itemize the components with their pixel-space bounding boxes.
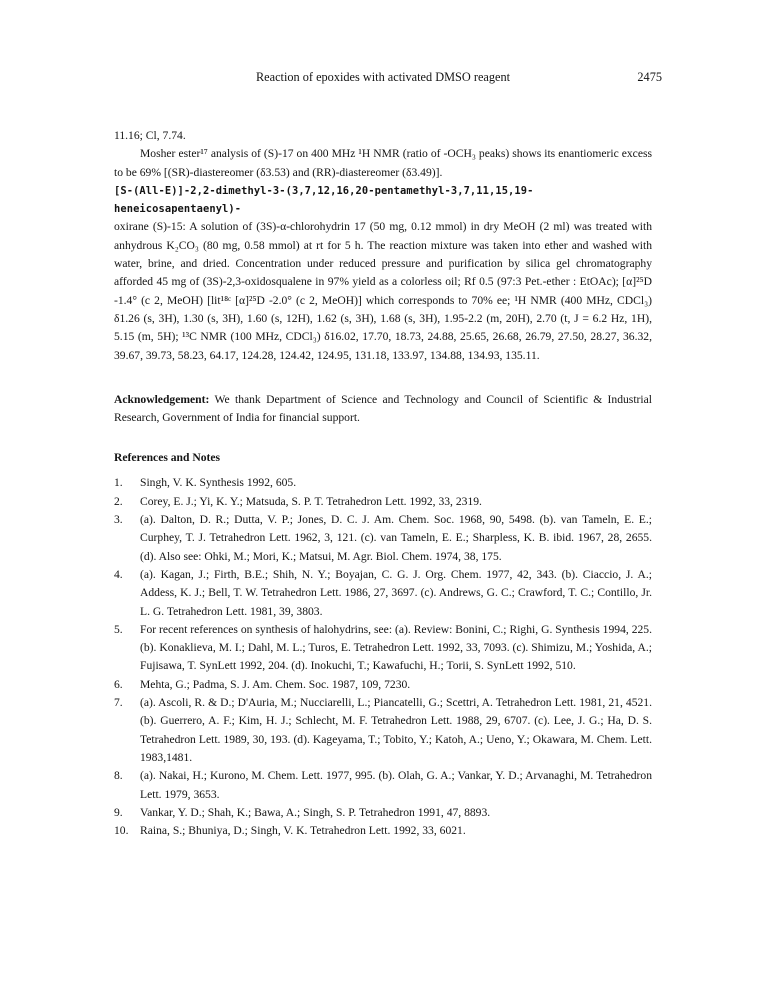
page-number: 2475: [637, 70, 662, 84]
reference-item: [114, 694, 652, 767]
reference-text: Corey, E. J.; Yi, K. Y.; Matsuda, S. P. T. Tetrahedron Lett. 1992, 33, 2319.: [140, 494, 482, 508]
reference-item: [114, 804, 652, 822]
references-heading: References and Notes: [114, 451, 221, 465]
acknowledgement-paragraph: [114, 391, 652, 428]
journal-page: [114, 70, 662, 840]
reference-number: 8.: [114, 769, 123, 783]
reference-number: 7.: [114, 696, 123, 710]
experimental-section: [114, 127, 652, 365]
reference-text: (a). Ascoli, R. & D.; D'Auria, M.; Nucciarelli, L.; Piancatelli, G.; Scettri, A. Tetrahedron Lett. 1981, 21, 4521. (b). Guerrero, A. F.; Kim, H. J.; Schlecht, M. F. Tetrahedron Lett. 1988, 29, 6707. (c). Lee, J. G.; Ha, D. S. Tetrahedron Lett. 1989, 30, 193. (d). Kageyama, T.; Tobito, Y.; Katoh, A.; Ueno, Y.; Okawara, M. Chem. Lett. 1983,1481.: [140, 696, 652, 764]
reference-number: 4.: [114, 567, 123, 581]
reference-number: 5.: [114, 622, 123, 636]
running-header: [114, 70, 662, 92]
reference-text: Vankar, Y. D.; Shah, K.; Bawa, A.; Singh, S. P. Tetrahedron 1991, 47, 8893.: [140, 805, 491, 819]
reference-item: [114, 822, 652, 840]
reference-item: [114, 493, 652, 511]
reference-number: 10.: [114, 824, 129, 838]
running-title: Reaction of epoxides with activated DMSO reagent: [255, 70, 511, 84]
reference-item: [114, 676, 652, 694]
continuation-line: 11.16; Cl, 7.74.: [114, 129, 186, 142]
reference-number: 9.: [114, 805, 123, 819]
reference-number: 3.: [114, 513, 123, 527]
acknowledgement-label: Acknowledgement:: [114, 392, 210, 406]
compound-name: [S-(All-E)]-2,2-dimethyl-3-(3,7,12,16,20-pentamethyl-3,7,11,15,19-heneicosapentaenyl)-: [114, 184, 534, 216]
reference-item: [114, 767, 652, 804]
procedure-paragraph: oxirane (S)-15: A solution of (3S)-α-chlorohydrin 17 (50 mg, 0.12 mmol) in dry MeOH (2 ml) was treated with anhydrous K₂CO₃ (80 mg, 0.58 mmol) at rt for 5 h. The reaction mixture was taken into ether and washed with water, brine, and dried. Concentration under reduced pressure and purification by silica gel chromatography afforded 45 mg of (3S)-2,3-oxidosqualene in 97% yield as a colorless oil; Rf 0.5 (97:3 Pet.-ether : EtOAc); [α]²⁵D -1.4° (c 2, MeOH) [lit¹⁸ᶜ [α]²⁵D -2.0° (c 2, MeOH)] which corresponds to 70% ee; ¹H NMR (400 MHz, CDCl₃) δ1.26 (s, 3H), 1.30 (s, 3H), 1.60 (s, 12H), 1.62 (s, 3H), 1.68 (s, 3H), 1.95-2.2 (m, 20H), 2.70 (t, J = 6.2 Hz, 1H), 5.15 (m, 5H); ¹³C NMR (100 MHz, CDCl₃) δ16.02, 17.70, 18.73, 24.88, 25.65, 26.68, 26.79, 27.50, 28.27, 36.32, 39.67, 39.73, 58.23, 64.17, 124.28, 124.42, 124.95, 131.18, 133.97, 134.88, 134.93, 135.11.: [114, 220, 652, 362]
reference-number: 2.: [114, 494, 123, 508]
references-list: [114, 474, 652, 840]
reference-number: 6.: [114, 677, 123, 691]
reference-item: [114, 566, 652, 621]
acknowledgement-text: We thank Department of Science and Technology and Council of Scientific & Industrial Research, Government of India for financial support.: [114, 392, 652, 425]
reference-text: (a). Dalton, D. R.; Dutta, V. P.; Jones, D. C. J. Am. Chem. Soc. 1968, 90, 5498. (b). van Tameln, E. E.; Curphey, T. J. Tetrahedron Lett. 1962, 3, 121. (c). van Tameln, E. E.; Sharpless, K. B. ibid. 1967, 28, 2655. (d). Also see: Ohki, M.; Mori, K.; Matsui, M. Agr. Biol. Chem. 1974, 38, 175.: [140, 513, 652, 563]
reference-item: [114, 621, 652, 676]
reference-text: (a). Kagan, J.; Firth, B.E.; Shih, N. Y.; Boyajan, C. G. J. Org. Chem. 1977, 42, 343. (b). Ciaccio, J. A.; Addess, K. J.; Bell, T. W. Tetrahedron Lett. 1986, 27, 3697. (c). Andrews, G. C.; Crawford, T. C.; Contillo, Jr. L. G. Tetrahedron Lett. 1981, 39, 3803.: [140, 567, 652, 618]
reference-item: [114, 511, 652, 566]
reference-text: (a). Nakai, H.; Kurono, M. Chem. Lett. 1977, 995. (b). Olah, G. A.; Vankar, Y. D.; Arvanaghi, M. Tetrahedron Lett. 1979, 3653.: [140, 769, 652, 801]
reference-item: [114, 474, 652, 492]
reference-number: 1.: [114, 476, 123, 490]
reference-text: Raina, S.; Bhuniya, D.; Singh, V. K. Tetrahedron Lett. 1992, 33, 6021.: [140, 824, 466, 838]
reference-text: Mehta, G.; Padma, S. J. Am. Chem. Soc. 1987, 109, 7230.: [140, 677, 411, 691]
mosher-paragraph: Mosher ester¹⁷ analysis of (S)-17 on 400 MHz ¹H NMR (ratio of -OCH₃ peaks) shows its enantiomeric excess to be 69% [(SR)-diastereomer (δ3.53) and (RR)-diastereomer (δ3.49)].: [114, 147, 652, 179]
reference-text: Singh, V. K. Synthesis 1992, 605.: [140, 476, 297, 490]
reference-text: For recent references on synthesis of halohydrins, see: (a). Review: Bonini, C.; Righi, G. Synthesis 1994, 225. (b). Konaklieva, M. I.; Dahl, M. L.; Turos, E. Tetrahedron Lett. 1992, 33, 7093. (c). Shimizu, M.; Yoshida, A.; Fujisawa, T. SynLett 1992, 204. (d). Inokuchi, T.; Kawafuchi, H.; Torii, S. SynLett 1992, 510.: [140, 622, 652, 673]
